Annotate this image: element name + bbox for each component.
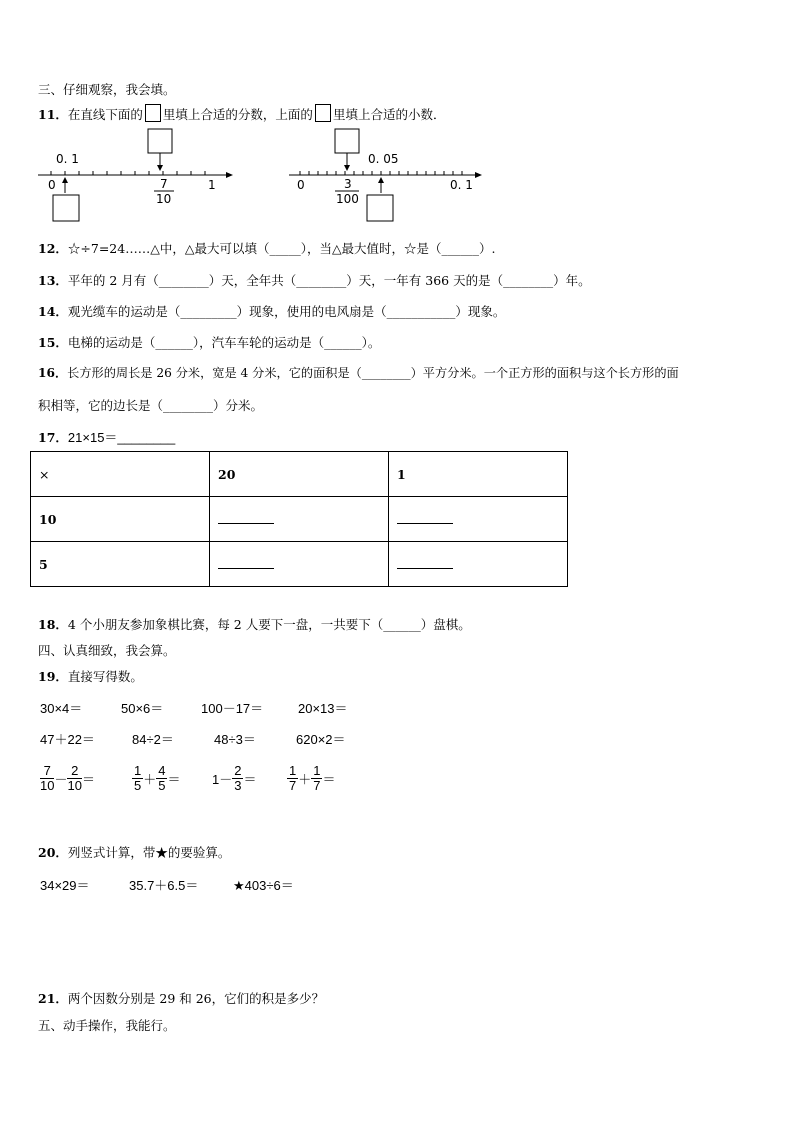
- q11-text-1: 在直线下面的: [67, 107, 143, 122]
- table-row-5: 5: [31, 542, 210, 587]
- q16-text-1: 长方形的周长是 26 分米，宽是 4 分米，它的面积是（________）平方分米。一个正方形的面积与这个长方形的面: [67, 366, 679, 380]
- q11-number: 11．: [38, 107, 68, 122]
- q12-number: 12．: [38, 241, 68, 256]
- table-header-times: ×: [31, 452, 210, 497]
- question-21: [38, 989, 324, 1007]
- line1-one: 1: [208, 178, 216, 192]
- q21-text: 两个因数分别是 29 和 26，它们的积是多少？: [67, 991, 325, 1006]
- answer-box-bottom[interactable]: [53, 195, 79, 221]
- question-15: [38, 333, 380, 351]
- q11-text-3: 里填上合适的小数．: [332, 107, 446, 122]
- q13-text: 平年的 2 月有（________）天，全年共（________）天，一年有 366 天的是（________）年。: [67, 273, 591, 288]
- line1-frac-den: 10: [156, 192, 172, 206]
- question-19: [38, 667, 143, 685]
- number-line-2: [285, 125, 485, 225]
- fraction-calc: 1－ $\frac{2}{3}$ ＝: [212, 763, 257, 794]
- q13-number: 13．: [38, 273, 68, 288]
- table-cell-blank[interactable]: [210, 542, 389, 587]
- answer-box-icon: [315, 104, 331, 122]
- calc: 84÷2＝: [132, 732, 174, 747]
- table-header-1: 1: [389, 452, 568, 497]
- q17-number: 17．: [38, 430, 68, 445]
- q19-number: 19．: [38, 669, 68, 684]
- section-3-heading: 三、仔细观察，我会填。: [38, 82, 176, 97]
- vertical-calc: 34×29＝: [40, 878, 90, 893]
- calc: 20×13＝: [298, 701, 348, 716]
- calc: 47＋22＝: [40, 732, 95, 747]
- q14-text: 观光缆车的运动是（_________）现象，使用的电风扇是（___________）现象。: [67, 304, 506, 319]
- line2-zero: 0: [297, 178, 305, 192]
- q15-number: 15．: [38, 335, 68, 350]
- q17-expression: 21×15＝________: [67, 430, 176, 445]
- table-row-10: 10: [31, 497, 210, 542]
- table-cell-blank[interactable]: [389, 497, 568, 542]
- question-16: [38, 364, 679, 381]
- q20-number: 20．: [38, 845, 68, 860]
- question-11: [38, 104, 445, 123]
- line2-frac-den: 100: [336, 192, 359, 206]
- q20-title: 列竖式计算，带★的要验算。: [67, 845, 231, 860]
- q14-number: 14．: [38, 304, 68, 319]
- q15-text: 电梯的运动是（______），汽车车轮的运动是（______）。: [67, 335, 381, 350]
- calc: 30×4＝: [40, 701, 83, 716]
- line2-frac-num: 3: [344, 177, 352, 191]
- answer-box-bottom[interactable]: [367, 195, 393, 221]
- line2-top-label: 0. 05: [368, 152, 399, 166]
- q21-number: 21．: [38, 991, 68, 1006]
- question-18: [38, 615, 471, 633]
- answer-box-icon: [145, 104, 161, 122]
- q18-text: 4 个小朋友参加象棋比赛，每 2 人要下一盘，一共要下（______）盘棋。: [67, 617, 471, 632]
- question-16-cont: 积相等，它的边长是（________）分米。: [38, 398, 264, 413]
- number-line-1: [30, 125, 240, 225]
- q19-title: 直接写得数。: [67, 669, 143, 684]
- section-5-heading: 五、动手操作，我能行。: [38, 1018, 176, 1033]
- line1-zero: 0: [48, 178, 56, 192]
- fraction-calc: $\frac{1}{5}$ ＋ $\frac{4}{5}$ ＝: [134, 763, 181, 794]
- q16-number: 16．: [38, 366, 68, 380]
- table-cell-blank[interactable]: [389, 542, 568, 587]
- line1-frac-num: 7: [160, 177, 168, 191]
- answer-box-top[interactable]: [148, 129, 172, 153]
- q12-text: ☆÷7=24……△中，△最大可以填（_____），当△最大值时，☆是（______）.: [67, 241, 496, 256]
- q11-text-2: 里填上合适的分数，上面的: [162, 107, 313, 122]
- fraction-calc: $\frac{7}{10}$ － $\frac{2}{10}$ ＝: [40, 763, 95, 794]
- question-14: [38, 302, 505, 320]
- answer-box-top[interactable]: [335, 129, 359, 153]
- fraction-calc: $\frac{1}{7}$ ＋ $\frac{1}{7}$ ＝: [289, 763, 336, 794]
- q18-number: 18．: [38, 617, 68, 632]
- line1-top-label: 0. 1: [56, 152, 79, 166]
- question-17: [38, 427, 175, 446]
- vertical-calc: 35.7＋6.5＝: [129, 878, 199, 893]
- question-13: [38, 271, 591, 289]
- calc: 620×2＝: [296, 732, 346, 747]
- calc: 48÷3＝: [214, 732, 256, 747]
- table-header-20: 20: [210, 452, 389, 497]
- line2-end: 0. 1: [450, 178, 473, 192]
- calc: 50×6＝: [121, 701, 164, 716]
- question-12: [38, 239, 496, 257]
- question-20: [38, 843, 230, 861]
- vertical-calc: ★403÷6＝: [233, 878, 294, 893]
- table-cell-blank[interactable]: [210, 497, 389, 542]
- multiplication-table: [30, 451, 568, 587]
- calc: 100－17＝: [201, 701, 264, 716]
- section-4-heading: 四、认真细致，我会算。: [38, 643, 176, 658]
